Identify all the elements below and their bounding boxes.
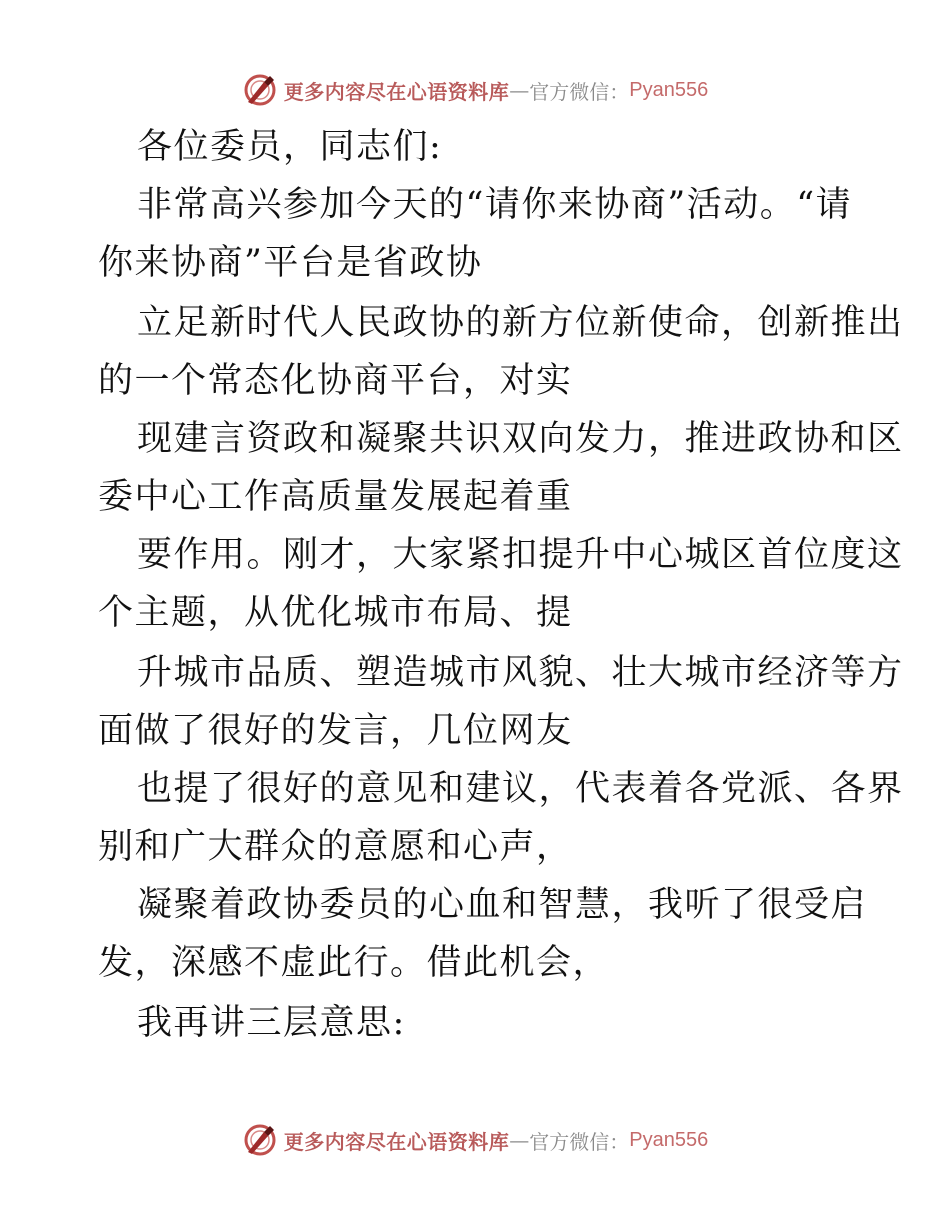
paragraph-line: 个主题，从优化城市布局、提 — [98, 593, 573, 633]
pen-logo-icon — [242, 72, 278, 108]
watermark-wechat-id: Pyan556 — [629, 78, 709, 101]
paragraph-line: 委中心工作高质量发展起着重 — [98, 477, 573, 517]
watermark-label: 官方微信： — [529, 1129, 630, 1154]
watermark-text — [284, 76, 708, 105]
paragraph-line: 非常高兴参加今天的“请你来协商”活动。“请 — [137, 185, 853, 225]
watermark-brand: 更多内容尽在心语资料库 — [283, 79, 510, 104]
watermark-wechat-id: Pyan556 — [629, 1128, 709, 1151]
footer-watermark — [0, 1120, 950, 1160]
paragraph-line: 升城市品质、塑造城市风貌、壮大城市经济等方 — [137, 653, 904, 693]
paragraph-line: 的一个常态化协商平台，对实 — [98, 361, 573, 401]
paragraph-line: 我再讲三层意思: — [137, 1003, 406, 1043]
watermark-label: 官方微信： — [529, 79, 630, 104]
watermark-separator: — — [509, 1128, 530, 1152]
paragraph-line: 别和广大群众的意愿和心声， — [98, 827, 573, 867]
paragraph-line: 各位委员，同志们: — [137, 127, 443, 167]
header-watermark — [0, 70, 950, 110]
paragraph-line: 现建言资政和凝聚共识双向发力，推进政协和区 — [137, 419, 904, 459]
paragraph-line: 凝聚着政协委员的心血和智慧，我听了很受启 — [137, 885, 868, 925]
pen-logo-icon — [242, 1122, 278, 1158]
watermark-text — [284, 1126, 708, 1155]
paragraph-line: 发，深感不虚此行。借此机会， — [98, 943, 610, 983]
paragraph-line: 面做了很好的发言，几位网友 — [98, 711, 573, 751]
paragraph-line: 你来协商”平台是省政协 — [98, 243, 483, 283]
paragraph-line: 要作用。刚才，大家紧扣提升中心城区首位度这 — [137, 535, 904, 575]
watermark-brand: 更多内容尽在心语资料库 — [283, 1129, 510, 1154]
paragraph-line: 也提了很好的意见和建议，代表着各党派、各界 — [137, 769, 904, 809]
watermark-separator: — — [509, 78, 530, 102]
paragraph-line: 立足新时代人民政协的新方位新使命，创新推出 — [137, 303, 904, 343]
